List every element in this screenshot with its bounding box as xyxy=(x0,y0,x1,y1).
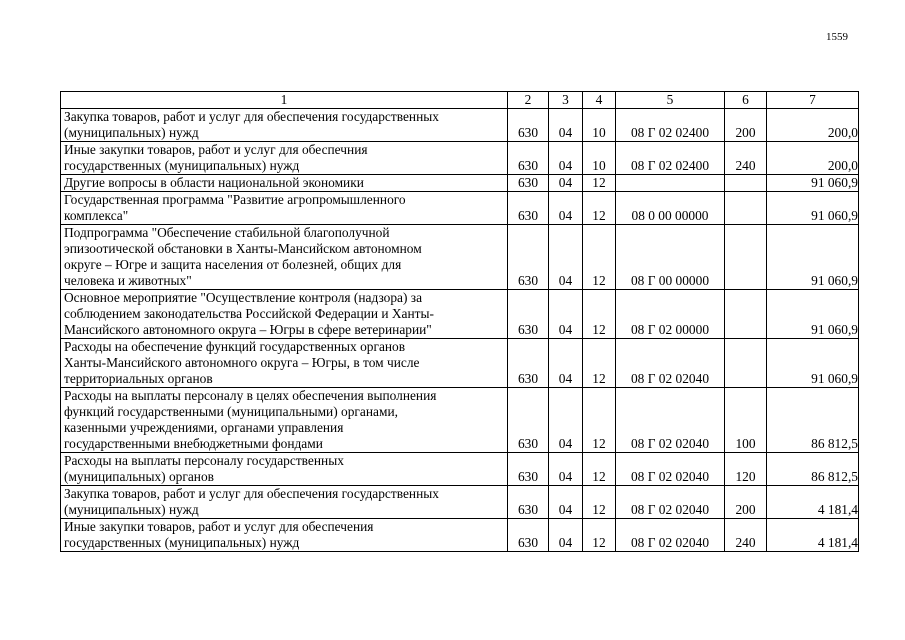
section-cell: 04 xyxy=(549,453,583,486)
amount-cell: 4 181,4 xyxy=(767,519,859,552)
table-row xyxy=(61,192,859,225)
amount-cell: 4 181,4 xyxy=(767,486,859,519)
target-article-cell: 08 Г 00 00000 xyxy=(616,225,725,290)
amount-cell: 86 812,5 xyxy=(767,388,859,453)
subsection-cell: 12 xyxy=(583,453,616,486)
subsection-cell: 12 xyxy=(583,175,616,192)
row-name-line: Иные закупки товаров, работ и услуг для обеспечения xyxy=(64,519,374,534)
target-article-cell: 08 Г 02 02040 xyxy=(616,339,725,388)
row-name-cell xyxy=(61,290,508,339)
row-name-line: Расходы на выплаты персоналу государственных xyxy=(64,453,344,468)
expense-type-cell xyxy=(725,339,767,388)
amount-cell: 86 812,5 xyxy=(767,453,859,486)
code-cell: 630 xyxy=(508,290,549,339)
table-row xyxy=(61,519,859,552)
code-cell: 630 xyxy=(508,175,549,192)
header-cell: 2 xyxy=(508,92,549,109)
subsection-cell: 12 xyxy=(583,519,616,552)
code-cell: 630 xyxy=(508,192,549,225)
expense-type-cell xyxy=(725,225,767,290)
table-header-row xyxy=(61,92,859,109)
row-name-line: (муниципальных) органов xyxy=(64,469,214,484)
subsection-cell: 12 xyxy=(583,290,616,339)
target-article-cell: 08 Г 02 02040 xyxy=(616,519,725,552)
row-name-line: Расходы на выплаты персоналу в целях обеспечения выполнения xyxy=(64,388,437,403)
subsection-cell: 12 xyxy=(583,388,616,453)
target-article-cell: 08 Г 02 02400 xyxy=(616,109,725,142)
code-cell: 630 xyxy=(508,225,549,290)
header-cell: 6 xyxy=(725,92,767,109)
amount-cell: 91 060,9 xyxy=(767,225,859,290)
subsection-cell: 10 xyxy=(583,142,616,175)
row-name-line: Основное мероприятие "Осуществление контроля (надзора) за xyxy=(64,290,423,305)
row-name-line: Государственная программа "Развитие агропромышленного xyxy=(64,192,406,207)
header-cell: 3 xyxy=(549,92,583,109)
row-name-line: эпизоотической обстановки в Ханты-Мансийском автономном xyxy=(64,241,422,256)
row-name-line: территориальных органов xyxy=(64,371,213,386)
expense-type-cell: 120 xyxy=(725,453,767,486)
row-name-cell xyxy=(61,192,508,225)
row-name-line: государственных (муниципальных) нужд xyxy=(64,158,300,173)
amount-cell: 91 060,9 xyxy=(767,290,859,339)
section-cell: 04 xyxy=(549,192,583,225)
header-cell: 1 xyxy=(61,92,508,109)
target-article-cell: 08 Г 02 02040 xyxy=(616,388,725,453)
amount-cell: 91 060,9 xyxy=(767,175,859,192)
target-article-cell: 08 Г 02 02040 xyxy=(616,453,725,486)
code-cell: 630 xyxy=(508,142,549,175)
row-name-line: Мансийского автономного округа – Югры в сфере ветеринарии" xyxy=(64,322,432,337)
target-article-cell: 08 Г 02 02040 xyxy=(616,486,725,519)
expense-type-cell: 200 xyxy=(725,486,767,519)
header-cell: 4 xyxy=(583,92,616,109)
row-name-cell xyxy=(61,453,508,486)
table-row xyxy=(61,388,859,453)
row-name-line: комплекса" xyxy=(64,208,129,223)
subsection-cell: 12 xyxy=(583,192,616,225)
table-row xyxy=(61,225,859,290)
row-name-cell xyxy=(61,109,508,142)
subsection-cell: 12 xyxy=(583,486,616,519)
section-cell: 04 xyxy=(549,109,583,142)
section-cell: 04 xyxy=(549,225,583,290)
code-cell: 630 xyxy=(508,339,549,388)
row-name-cell xyxy=(61,486,508,519)
subsection-cell: 10 xyxy=(583,109,616,142)
page-number: 1559 xyxy=(826,31,848,43)
expense-type-cell xyxy=(725,175,767,192)
expense-type-cell: 240 xyxy=(725,519,767,552)
table-row xyxy=(61,339,859,388)
expense-type-cell xyxy=(725,290,767,339)
row-name-cell xyxy=(61,519,508,552)
section-cell: 04 xyxy=(549,339,583,388)
expense-type-cell: 100 xyxy=(725,388,767,453)
section-cell: 04 xyxy=(549,519,583,552)
row-name-line: государственными внебюджетными фондами xyxy=(64,436,323,451)
table-row xyxy=(61,290,859,339)
subsection-cell: 12 xyxy=(583,339,616,388)
target-article-cell: 08 Г 02 00000 xyxy=(616,290,725,339)
row-name-line: Подпрограмма "Обеспечение стабильной благополучной xyxy=(64,225,390,240)
table-row xyxy=(61,109,859,142)
table-row xyxy=(61,453,859,486)
header-cell: 5 xyxy=(616,92,725,109)
code-cell: 630 xyxy=(508,486,549,519)
budget-table xyxy=(60,91,859,552)
section-cell: 04 xyxy=(549,142,583,175)
row-name-line: функций государственными (муниципальными) органами, xyxy=(64,404,398,419)
amount-cell: 200,0 xyxy=(767,109,859,142)
row-name-line: Закупка товаров, работ и услуг для обеспечения государственных xyxy=(64,486,439,501)
header-cell: 7 xyxy=(767,92,859,109)
code-cell: 630 xyxy=(508,453,549,486)
subsection-cell: 12 xyxy=(583,225,616,290)
row-name-line: соблюдением законодательства Российской Федерации и Ханты- xyxy=(64,306,434,321)
table-row xyxy=(61,175,859,192)
code-cell: 630 xyxy=(508,388,549,453)
row-name-cell xyxy=(61,388,508,453)
table-row xyxy=(61,486,859,519)
row-name-line: Расходы на обеспечение функций государственных органов xyxy=(64,339,406,354)
row-name-line: Ханты-Мансийского автономного округа – Югры, в том числе xyxy=(64,355,420,370)
target-article-cell: 08 Г 02 02400 xyxy=(616,142,725,175)
expense-type-cell: 200 xyxy=(725,109,767,142)
amount-cell: 91 060,9 xyxy=(767,339,859,388)
row-name-line: округе – Югре и защита населения от болезней, общих для xyxy=(64,257,402,272)
target-article-cell xyxy=(616,175,725,192)
amount-cell: 91 060,9 xyxy=(767,192,859,225)
section-cell: 04 xyxy=(549,486,583,519)
expense-type-cell xyxy=(725,192,767,225)
row-name-line: государственных (муниципальных) нужд xyxy=(64,535,300,550)
row-name-line: человека и животных" xyxy=(64,273,192,288)
row-name-line: Закупка товаров, работ и услуг для обеспечения государственных xyxy=(64,109,439,124)
row-name-cell xyxy=(61,175,508,192)
target-article-cell: 08 0 00 00000 xyxy=(616,192,725,225)
table-row xyxy=(61,142,859,175)
row-name-cell xyxy=(61,225,508,290)
section-cell: 04 xyxy=(549,175,583,192)
row-name-cell xyxy=(61,339,508,388)
row-name-line: Другие вопросы в области национальной экономики xyxy=(64,175,364,190)
section-cell: 04 xyxy=(549,290,583,339)
row-name-line: Иные закупки товаров, работ и услуг для обеспечния xyxy=(64,142,368,157)
amount-cell: 200,0 xyxy=(767,142,859,175)
row-name-line: (муниципальных) нужд xyxy=(64,502,199,517)
code-cell: 630 xyxy=(508,519,549,552)
code-cell: 630 xyxy=(508,109,549,142)
row-name-line: (муниципальных) нужд xyxy=(64,125,199,140)
row-name-line: казенными учреждениями, органами управления xyxy=(64,420,344,435)
expense-type-cell: 240 xyxy=(725,142,767,175)
row-name-cell xyxy=(61,142,508,175)
section-cell: 04 xyxy=(549,388,583,453)
